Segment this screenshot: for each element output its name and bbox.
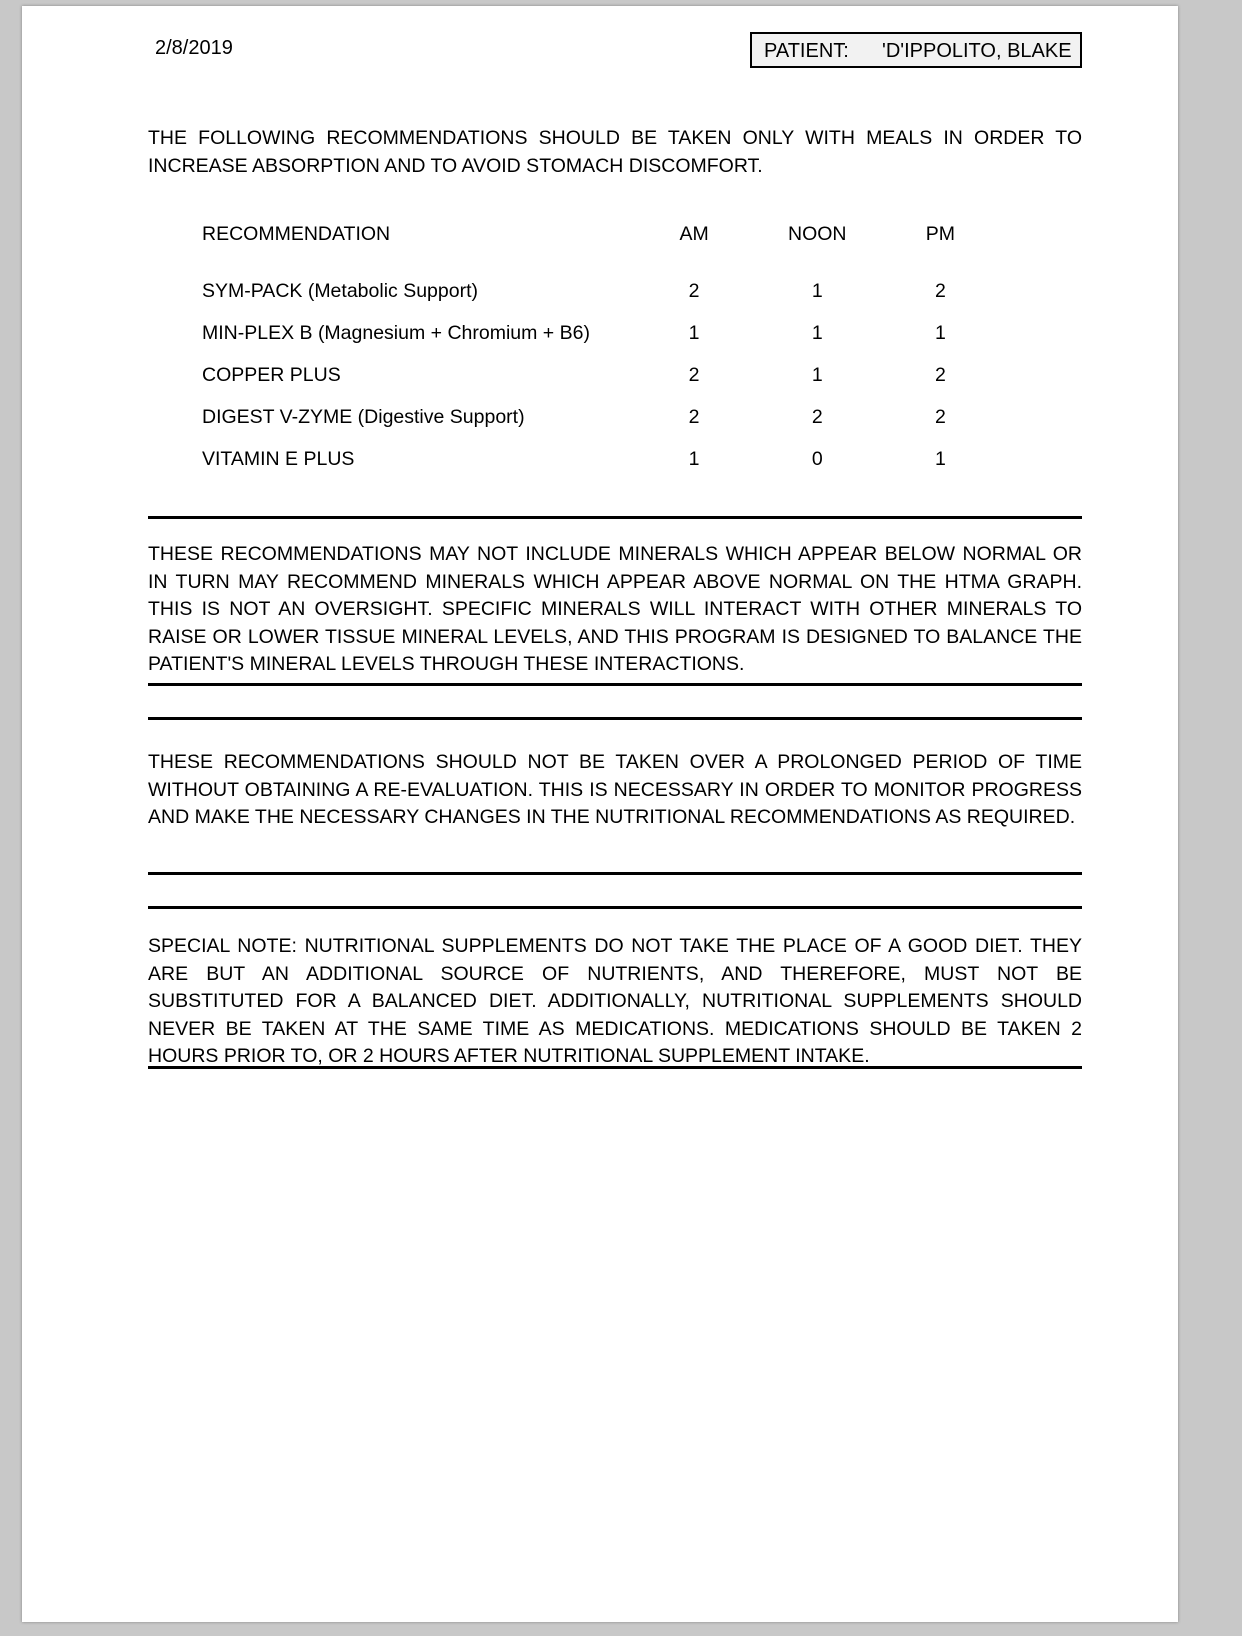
cell-recommendation: COPPER PLUS [202, 364, 341, 386]
divider-rule [148, 516, 1082, 519]
divider-rule [148, 872, 1082, 875]
divider-rule [148, 906, 1082, 909]
column-header-am: AM [679, 223, 709, 245]
document-page [22, 6, 1178, 1622]
cell-noon: 2 [811, 406, 823, 428]
cell-pm: 1 [934, 448, 946, 470]
note-paragraph-1: THESE RECOMMENDATIONS MAY NOT INCLUDE MINERALS WHICH APPEAR BELOW NORMAL OR IN TURN MAY RECOMMEND MINERALS WHICH APPEAR ABOVE NORMAL ON THE HTMA GRAPH. THIS IS NOT AN OVERSIGHT. SPECIFIC MINERALS WILL INTERACT WITH OTHER MINERALS TO RAISE OR LOWER TISSUE MINERAL LEVELS, AND THIS PROGRAM IS DESIGNED TO BALANCE THE PATIENT'S MINERAL LEVELS THROUGH THESE INTERACTIONS. [148, 543, 1082, 675]
column-header-noon: NOON [787, 223, 847, 245]
cell-am: 1 [688, 322, 700, 344]
column-header-pm: PM [925, 223, 956, 245]
cell-noon: 1 [811, 364, 823, 386]
patient-name: 'D'IPPOLITO, BLAKE [882, 40, 1072, 62]
document-date: 2/8/2019 [155, 37, 233, 59]
column-header-recommendation: RECOMMENDATION [202, 223, 391, 245]
cell-am: 2 [688, 364, 700, 386]
table-row [202, 448, 1002, 490]
cell-pm: 2 [934, 280, 946, 302]
cell-am: 1 [688, 448, 700, 470]
table-header-row [202, 223, 1002, 280]
table-row [202, 322, 1002, 364]
cell-noon: 1 [811, 280, 823, 302]
cell-pm: 2 [934, 406, 946, 428]
cell-am: 2 [688, 406, 700, 428]
cell-recommendation: VITAMIN E PLUS [202, 448, 355, 470]
cell-noon: 1 [811, 322, 823, 344]
divider-rule [148, 717, 1082, 720]
cell-recommendation: DIGEST V-ZYME (Digestive Support) [202, 406, 525, 428]
table-row [202, 364, 1002, 406]
cell-recommendation: SYM-PACK (Metabolic Support) [202, 280, 478, 302]
cell-noon: 0 [811, 448, 823, 470]
cell-am: 2 [688, 280, 700, 302]
table-row [202, 406, 1002, 448]
cell-recommendation: MIN-PLEX B (Magnesium + Chromium + B6) [202, 322, 590, 344]
intro-paragraph: THE FOLLOWING RECOMMENDATIONS SHOULD BE TAKEN ONLY WITH MEALS IN ORDER TO INCREASE ABSORPTION AND TO AVOID STOMACH DISCOMFORT. [148, 127, 1082, 177]
cell-pm: 2 [934, 364, 946, 386]
divider-rule [148, 683, 1082, 686]
cell-pm: 1 [934, 322, 946, 344]
note-paragraph-2: THESE RECOMMENDATIONS SHOULD NOT BE TAKEN OVER A PROLONGED PERIOD OF TIME WITHOUT OBTAINING A RE-EVALUATION. THIS IS NECESSARY IN ORDER TO MONITOR PROGRESS AND MAKE THE NECESSARY CHANGES IN THE NUTRITIONAL RECOMMENDATIONS AS REQUIRED. [148, 751, 1082, 828]
table-row [202, 280, 1002, 322]
note-paragraph-3: SPECIAL NOTE: NUTRITIONAL SUPPLEMENTS DO NOT TAKE THE PLACE OF A GOOD DIET. THEY ARE BUT AN ADDITIONAL SOURCE OF NUTRIENTS, AND THEREFORE, MUST NOT BE SUBSTITUTED FOR A BALANCED DIET. ADDITIONALLY, NUTRITIONAL SUPPLEMENTS SHOULD NEVER BE TAKEN AT THE SAME TIME AS MEDICATIONS. MEDICATIONS SHOULD BE TAKEN 2 HOURS PRIOR TO, OR 2 HOURS AFTER NUTRITIONAL SUPPLEMENT INTAKE. [148, 935, 1082, 1067]
divider-rule [148, 1066, 1082, 1069]
recommendations-table [202, 223, 1002, 490]
patient-label: PATIENT: [764, 40, 849, 62]
patient-banner [750, 32, 1082, 68]
